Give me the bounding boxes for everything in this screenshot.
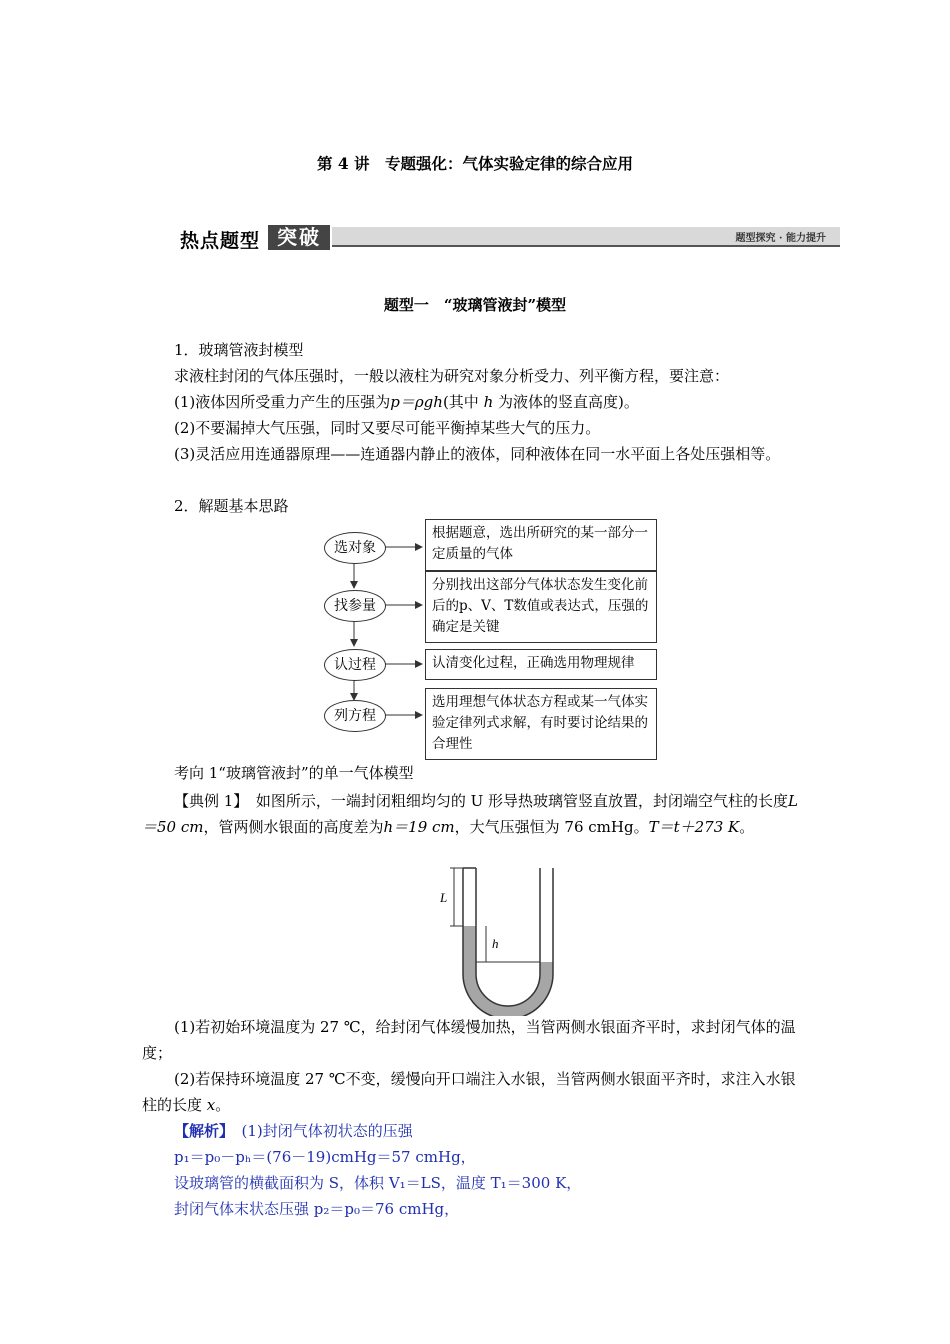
- example-label: 【典例 1】: [174, 792, 241, 810]
- solution-line-0: [142, 1118, 810, 1144]
- flow-detail-3: 认清变化过程，正确选用物理规律: [425, 649, 657, 680]
- example-text: [142, 788, 810, 840]
- question-1: (1)若初始环境温度为 27 ℃，给封闭气体缓慢加热，当管两侧水银面齐平时，求封闭气体的温度；: [142, 1018, 796, 1062]
- x-symbol: x: [206, 1096, 216, 1114]
- question-2-end: 。: [215, 1096, 231, 1114]
- solution-text-0: (1)封闭气体初状态的压强: [226, 1122, 413, 1140]
- example-h: h＝19 cm: [383, 818, 455, 836]
- direction-heading: 考向 1“玻璃管液封”的单一气体模型: [174, 764, 414, 782]
- L-label: L: [440, 890, 448, 905]
- u-tube-figure: [430, 866, 560, 1016]
- banner-left: [174, 224, 332, 250]
- flow-detail-1: 根据题意，选出所研究的某一部分一定质量的气体: [425, 519, 657, 571]
- flow-step-4: 列方程: [324, 700, 386, 732]
- solution-line-2: 设玻璃管的横截面积为 S，体积 V₁＝LS，温度 T₁＝300 K，: [174, 1174, 582, 1192]
- question-2: [142, 1066, 810, 1118]
- example-text2: ，管两侧水银面的高度差为: [203, 818, 384, 836]
- flow-step-2: 找参量: [324, 590, 386, 622]
- page-title: 第 4 讲 专题强化：气体实验定律的综合应用: [316, 154, 634, 173]
- banner-box-text: 突破: [268, 225, 330, 250]
- flow-detail-4: 选用理想气体状态方程或某一气体实验定律列式求解，有时要讨论结果的合理性: [425, 688, 657, 760]
- question-2-text: (2)若保持环境温度 27 ℃不变，缓慢向开口端注入水银，当管两侧水银面平齐时，求注入水银柱的长度: [142, 1070, 796, 1114]
- s1-item1-b: (其中: [442, 393, 479, 411]
- s1-item1-c: 为液体的竖直高度)。: [498, 393, 639, 411]
- example-text3: ，大气压强恒为 76 cmHg。: [454, 818, 649, 836]
- solution-line-1: p₁＝p₀－pₕ＝(76－19)cmHg＝57 cmHg，: [174, 1148, 476, 1166]
- flow-step-3: 认过程: [324, 649, 386, 681]
- section-subtitle: 题型一 “玻璃管液封”模型: [383, 296, 567, 314]
- s1-item2: (2)不要漏掉大气压强，同时又要尽可能平衡掉某些大气的压力。: [174, 419, 601, 437]
- s1-intro: 求液柱封闭的气体压强时，一般以液柱为研究对象分析受力、列平衡方程，要注意：: [174, 367, 730, 385]
- flow-step-1: 选对象: [324, 532, 386, 564]
- h-label: h: [492, 936, 499, 951]
- section-banner: [172, 220, 844, 254]
- example-text4: 。: [739, 818, 755, 836]
- example-T: T＝t＋273 K: [648, 818, 740, 836]
- s2-heading: 2．解题基本思路: [174, 497, 289, 515]
- s1-item1: [142, 389, 810, 415]
- solution-line-3: 封闭气体末状态压强 p₂＝p₀＝76 cmHg，: [174, 1200, 460, 1218]
- banner-left-text: 热点题型: [180, 230, 261, 252]
- flowchart: [322, 516, 662, 760]
- s1-item3: (3)灵活应用连通器原理——连通器内静止的液体，同种液体在同一水平面上各处压强相等。: [174, 445, 781, 463]
- s1-item1-a: (1)液体因所受重力产生的压强为: [174, 393, 391, 411]
- s1-heading: 1．玻璃管液封模型: [174, 341, 304, 359]
- example-text1: 如图所示，一端封闭粗细均匀的 U 形导热玻璃管竖直放置，封闭端空气柱的长度: [240, 792, 788, 810]
- flow-detail-2: 分别找出这部分气体状态发生变化前后的p、V、T数值或表达式，压强的确定是关键: [425, 571, 657, 643]
- banner-right-text: 题型探究 · 能力提升: [735, 233, 826, 244]
- solution-label: 【解析】: [174, 1122, 227, 1140]
- h-symbol: h: [483, 393, 494, 411]
- pressure-formula: p＝ρgh: [390, 393, 443, 411]
- example-L: L＝50 cm: [142, 792, 798, 836]
